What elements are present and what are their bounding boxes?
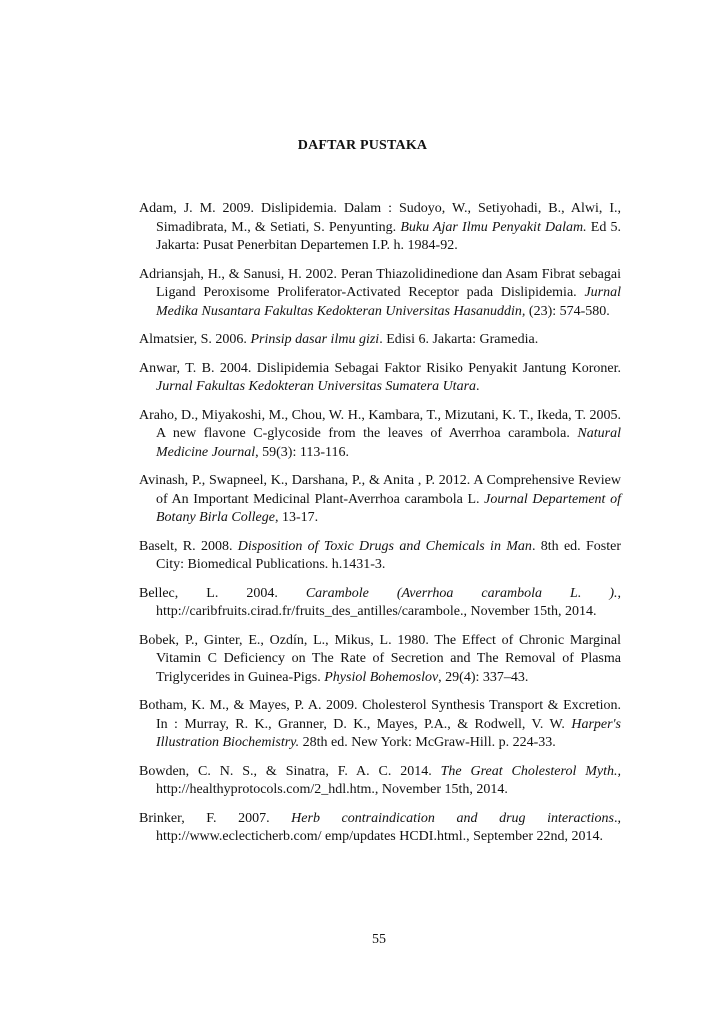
- reference-details: (23): 574-580.: [525, 303, 610, 319]
- reference-details: . 8th ed. Foster City: Biomedical Publications. h.1431-3.: [156, 538, 621, 572]
- reference-source: Harper's Illustration Biochemistry.: [156, 716, 621, 750]
- reference-item: [139, 585, 621, 622]
- reference-source: Disposition of Toxic Drugs and Chemicals in Man: [237, 538, 532, 554]
- reference-source: Physiol Bohemoslov: [324, 669, 439, 685]
- reference-text: Bowden, C. N. S., & Sinatra, F. A. C. 2014.: [139, 763, 441, 779]
- reference-details: http://healthyprotocols.com/2_hdl.htm., November 15th, 2014.: [156, 782, 508, 797]
- reference-details: .: [476, 379, 480, 394]
- reference-source: Jurnal Medika Nusantara Fakultas Kedokteran Universitas Hasanuddin,: [156, 285, 621, 319]
- reference-details: , 59(3): 113-116.: [255, 444, 349, 460]
- reference-text: Botham, K. M., & Mayes, P. A. 2009. Cholesterol Synthesis Transport & Excretion. In : Murray, R. K., Granner, D. K., Mayes, P.A., & Rodwell, V. W.: [139, 698, 621, 732]
- reference-item: [139, 538, 621, 575]
- reference-source: Natural Medicine Journal: [156, 426, 621, 460]
- reference-item: [139, 472, 621, 528]
- reference-item: [139, 331, 621, 350]
- reference-text: Bobek, P., Ginter, E., Ozdín, L., Mikus, L. 1980. The Effect of Chronic Marginal Vitamin C Deficiency on The Rate of Secretion and The Removal of Plasma Triglycerides in Guinea-Pigs.: [139, 632, 621, 685]
- reference-text: Bellec, L. 2004.: [139, 585, 306, 601]
- reference-item: [139, 697, 621, 753]
- reference-source: Herb contraindication and drug interactions: [291, 810, 614, 826]
- reference-text: Anwar, T. B. 2004. Dislipidemia Sebagai Faktor Risiko Penyakit Jantung Koroner.: [139, 360, 621, 376]
- reference-text: Brinker, F. 2007.: [139, 810, 292, 826]
- reference-item: [139, 266, 621, 322]
- reference-source: Prinsip dasar ilmu gizi: [250, 332, 380, 347]
- reference-text: Baselt, R. 2008.: [139, 538, 238, 554]
- reference-item: [139, 407, 621, 463]
- reference-details: ., http://www.eclecticherb.com/ emp/updates HCDI.html., September 22nd, 2014.: [156, 810, 621, 844]
- reference-text: Adriansjah, H., & Sanusi, H. 2002. Peran Thiazolidinedione dan Asam Fibrat sebagai Ligand Peroxisome Proliferator-Activated Receptor pada Dislipidemia.: [139, 266, 621, 300]
- reference-list: [139, 200, 621, 857]
- reference-details: , 13-17.: [274, 510, 319, 525]
- reference-details: . Edisi 6. Jakarta: Gramedia.: [379, 332, 539, 347]
- reference-item: [139, 200, 621, 256]
- reference-item: [139, 360, 621, 397]
- reference-text: Almatsier, S. 2006.: [139, 332, 251, 347]
- reference-source: Jurnal Fakultas Kedokteran Universitas Sumatera Utara: [156, 379, 477, 394]
- reference-item: [139, 632, 621, 688]
- reference-details: , 29(4): 337–43.: [438, 669, 529, 685]
- reference-details: 28th ed. New York: McGraw-Hill. p. 224-33.: [299, 735, 556, 750]
- reference-text: Adam, J. M. 2009. Dislipidemia. Dalam : Sudoyo, W., Setiyohadi, B., Alwi, I., Simadibrata, M., & Setiati, S. Penyunting.: [139, 201, 621, 235]
- page-number: 55: [372, 932, 386, 947]
- reference-text: Araho, D., Miyakoshi, M., Chou, W. H., Kambara, T., Mizutani, K. T., Ikeda, T. 2005. A new flavone C-glycoside from the leaves of Averrhoa carambola.: [139, 407, 621, 441]
- reference-details: Ed 5. Jakarta: Pusat Penerbitan Departemen I.P. h. 1984-92.: [156, 219, 622, 253]
- reference-source: Journal Departement of Botany Birla College: [156, 491, 621, 525]
- reference-details: , http://caribfruits.cirad.fr/fruits_des_antilles/carambole., November 15th, 2014.: [156, 585, 622, 619]
- reference-source: Buku Ajar Ilmu Penyakit Dalam.: [400, 219, 587, 235]
- reference-item: [139, 763, 621, 800]
- reference-item: [139, 810, 621, 847]
- reference-source: The Great Cholesterol Myth.,: [440, 763, 621, 779]
- reference-text: Avinash, P., Swapneel, K., Darshana, P., & Anita , P. 2012. A Comprehensive Review of An Important Medicinal Plant-Averrhoa carambola L.: [139, 473, 621, 507]
- reference-source: Carambole (Averrhoa carambola L. ).: [305, 585, 618, 601]
- page-title: DAFTAR PUSTAKA: [297, 138, 428, 153]
